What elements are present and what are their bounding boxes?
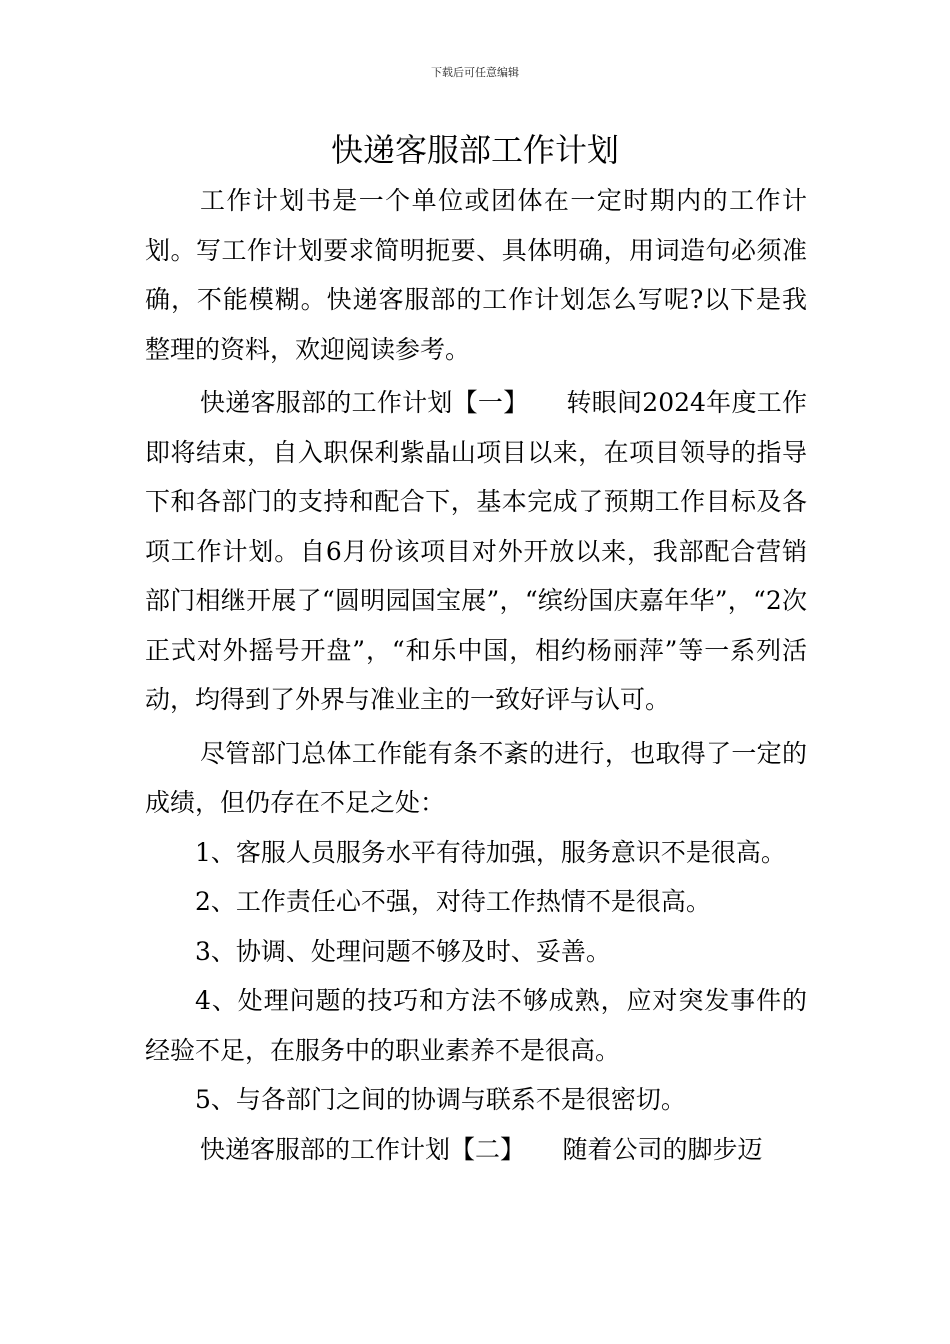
section-two-paragraph: 快递客服部的工作计划【二】 随着公司的脚步迈 [200, 1134, 763, 1164]
list-item: 1、客服人员服务水平有待加强，服务意识不是很高。 [195, 837, 786, 867]
list-item: 5、与各部门之间的协调与联系不是很密切。 [195, 1085, 686, 1114]
document-title: 快递客服部工作计划 [330, 131, 619, 169]
list-item: 3、协调、处理问题不够及时、妥善。 [195, 936, 611, 966]
intro-paragraph: 工作计划书是一个单位或团体在一定时期内的工作计划。写工作计划要求简明扼要、具体明确，用词造句必须准确，不能模糊。快递客服部的工作计划怎么写呢?以下是我整理的资料，欢迎阅读参考。 [145, 186, 807, 364]
header-note: 下载后可任意编辑 [431, 66, 519, 79]
list-item: 4、处理问题的技巧和方法不够成熟，应对突发事件的经验不足，在服务中的职业素养不是很高。 [145, 986, 807, 1065]
shortcomings-paragraph: 尽管部门总体工作能有条不紊的进行，也取得了一定的成绩，但仍存在不足之处： [145, 738, 807, 817]
document-body [145, 176, 807, 1174]
section-one-paragraph: 快递客服部的工作计划【一】 转眼间2024年度工作即将结束，自入职保利紫晶山项目以来，在项目领导的指导下和各部门的支持和配合下，基本完成了预期工作目标及各项工作计划。自6月份该项目对外开放以来，我部配合营销部门相继开展了“圆明园国宝展”，“缤纷国庆嘉年华”，“2次正式对外摇号开盘”，“和乐中国，相约杨丽萍”等一系列活动，均得到了外界与准业主的一致好评与认可。 [145, 388, 807, 714]
list-item: 2、工作责任心不强，对待工作热情不是很高。 [195, 887, 711, 916]
